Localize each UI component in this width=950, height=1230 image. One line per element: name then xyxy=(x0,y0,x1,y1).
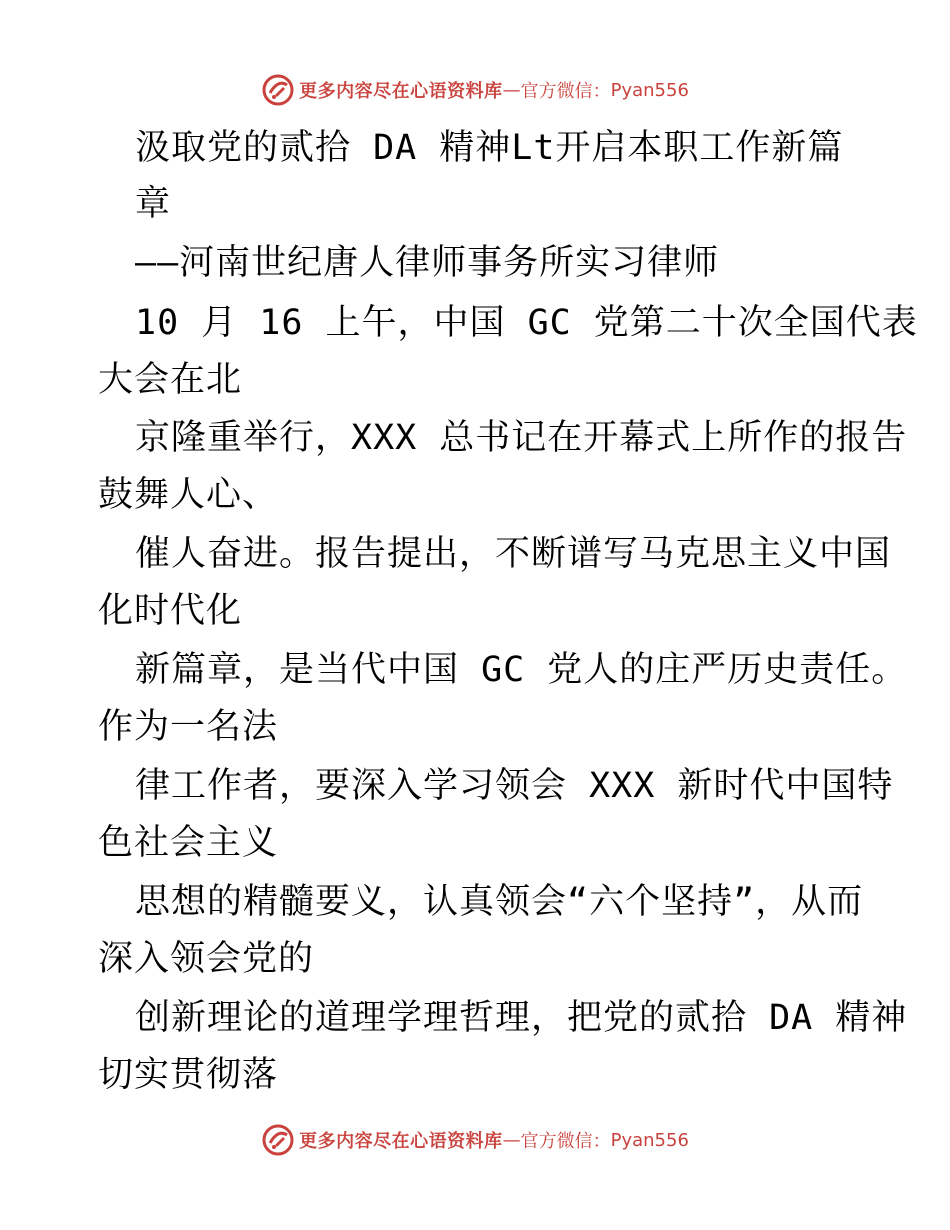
doc-text-line: 新篇章，是当代中国 GC 党人的庄严历史责任。 xyxy=(135,650,908,690)
doc-text-line: 化时代化 xyxy=(98,591,243,631)
doc-text-line: 深入领会党的 xyxy=(98,939,315,979)
doc-text-line: 作为一名法 xyxy=(98,707,279,747)
wechat-id: Pyan556 xyxy=(610,79,689,101)
doc-text-line: 10 月 16 上午，中国 GC 党第二十次全国代表 xyxy=(135,303,918,343)
banner-separator: — xyxy=(502,79,521,101)
doc-text-line: 鼓舞人心、 xyxy=(98,475,279,515)
wechat-label: 官方微信： xyxy=(520,81,611,102)
brand-text: 更多内容尽在心语资料库 xyxy=(299,1131,503,1152)
doc-text-line: 催人奋进。报告提出，不断谱写马克思主义中国 xyxy=(135,534,892,574)
doc-text-line: 大会在北 xyxy=(98,360,243,400)
wechat-label: 官方微信： xyxy=(520,1131,611,1152)
doc-text-line: 京隆重举行，XXX 总书记在开幕式上所作的报告 xyxy=(135,418,908,458)
wechat-id: Pyan556 xyxy=(610,1129,689,1151)
doc-text-line: 色社会主义 xyxy=(98,823,279,863)
doc-text-line: 律工作者，要深入学习领会 XXX 新时代中国特 xyxy=(135,766,894,806)
header-banner xyxy=(0,70,950,110)
brand-logo-icon xyxy=(261,73,295,107)
banner-separator: — xyxy=(502,1129,521,1151)
doc-author-line: ——河南世纪唐人律师事务所实习律师 xyxy=(135,243,720,283)
doc-text-line: 创新理论的道理学理哲理，把党的贰拾 DA 精神 xyxy=(135,998,908,1038)
brand-text: 更多内容尽在心语资料库 xyxy=(299,81,503,102)
doc-title-line: 章 xyxy=(135,184,172,224)
doc-text-line: 思想的精髓要义，认真领会“六个坚持”，从而 xyxy=(135,882,864,922)
brand-logo-icon xyxy=(261,1123,295,1157)
footer-banner xyxy=(0,1120,950,1160)
doc-text-line: 切实贯彻落 xyxy=(98,1055,279,1095)
doc-title-line: 汲取党的贰拾 DA 精神Lt开启本职工作新篇 xyxy=(135,128,844,168)
